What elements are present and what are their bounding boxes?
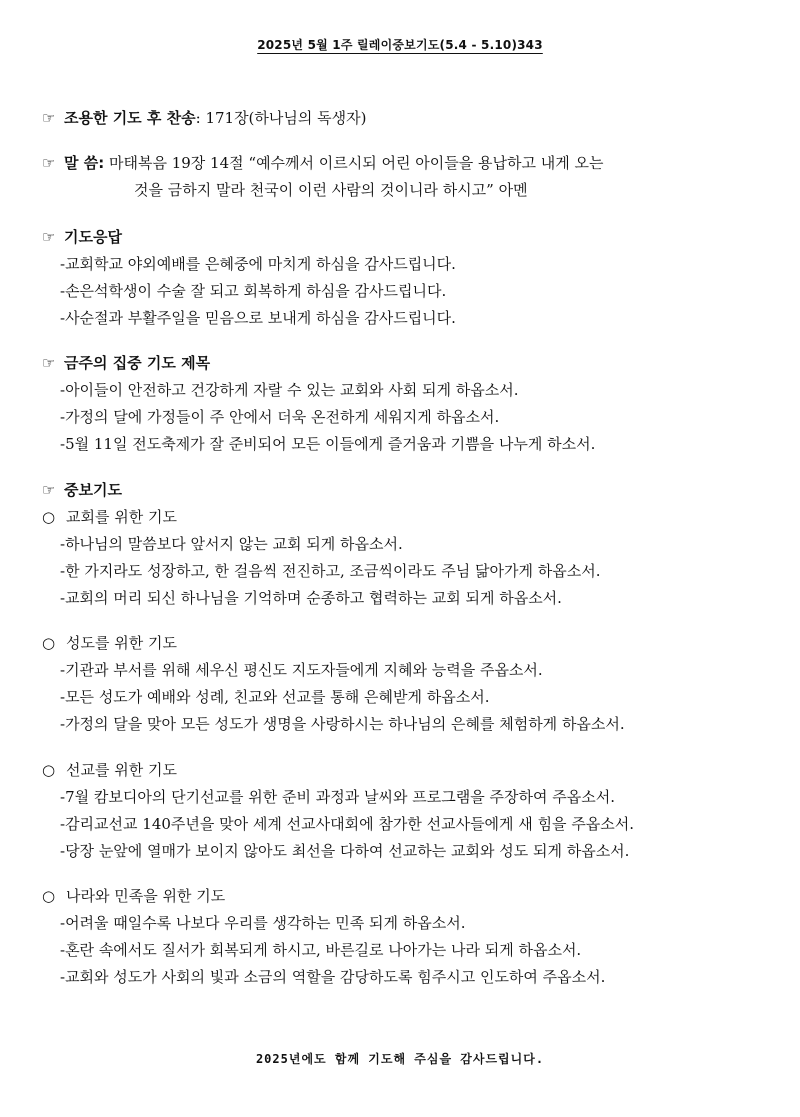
scripture-text-1: 마태복음 19장 14절 “예수께서 이르시되 어린 아이들을 용납하고 내게 오는 xyxy=(108,154,604,172)
focus-item: -가정의 달에 가정들이 주 안에서 더욱 온전하게 세워지게 하옵소서. xyxy=(60,408,500,426)
circle-bullet-icon: ○ xyxy=(42,508,56,526)
pointing-hand-icon: ☞ xyxy=(42,154,56,172)
section-item: -교회와 성도가 사회의 빛과 소금의 역할을 감당하도록 힘주시고 인도하여 주옵소서. xyxy=(60,968,606,986)
section-item: -7월 캄보디아의 단기선교를 위한 준비 과정과 날씨와 프로그램을 주장하여 주옵소서. xyxy=(60,788,615,806)
scripture-line-1 xyxy=(42,153,603,173)
section-item: -어려울 때일수록 나보다 우리를 생각하는 민족 되게 하옵소서. xyxy=(60,914,466,932)
answers-heading xyxy=(42,227,122,247)
hymn-text: 171장(하나님의 독생자) xyxy=(205,109,367,127)
section-nation-title xyxy=(42,886,225,906)
circle-bullet-icon: ○ xyxy=(42,761,56,779)
answer-item: -손은석학생이 수술 잘 되고 회복하게 하심을 감사드립니다. xyxy=(60,282,447,300)
focus-heading-text: 금주의 집중 기도 제목 xyxy=(64,354,211,372)
section-title-text: 나라와 민족을 위한 기도 xyxy=(66,887,226,905)
section-item: -하나님의 말씀보다 앞서지 않는 교회 되게 하옵소서. xyxy=(60,535,403,553)
section-mission-title xyxy=(42,760,177,780)
page-title: 2025년 5월 1주 릴레이중보기도(5.4 - 5.10)343 xyxy=(257,38,543,52)
section-item: -감리교선교 140주년을 맞아 세계 선교사대회에 참가한 선교사들에게 새 힘을 주옵소서. xyxy=(60,815,635,833)
hymn-line xyxy=(42,108,366,128)
focus-heading xyxy=(42,353,210,373)
section-title-text: 성도를 위한 기도 xyxy=(66,634,177,652)
circle-bullet-icon: ○ xyxy=(42,887,56,905)
section-item: -모든 성도가 예배와 성례, 친교와 선교를 통해 은혜받게 하옵소서. xyxy=(60,688,490,706)
pointing-hand-icon: ☞ xyxy=(42,354,56,372)
section-item: -교회의 머리 되신 하나님을 기억하며 순종하고 협력하는 교회 되게 하옵소서. xyxy=(60,589,562,607)
section-item: -가정의 달을 맞아 모든 성도가 생명을 사랑하시는 하나님의 은혜를 체험하게 하옵소서. xyxy=(60,715,625,733)
scripture-line-2: 것을 금하지 말라 천국이 이런 사람의 것이니라 하시고” 아멘 xyxy=(134,181,528,199)
intercession-heading xyxy=(42,480,122,500)
hymn-colon: : xyxy=(195,109,201,127)
focus-item: -5월 11일 전도축제가 잘 준비되어 모든 이들에게 즐거움과 기쁨을 나누게 하소서. xyxy=(60,435,596,453)
scripture-label: 말 씀: xyxy=(64,154,105,172)
section-item: -혼란 속에서도 질서가 회복되게 하시고, 바른길로 나아가는 나라 되게 하옵소서. xyxy=(60,941,582,959)
intercession-heading-text: 중보기도 xyxy=(64,481,122,499)
pointing-hand-icon: ☞ xyxy=(42,109,56,127)
circle-bullet-icon: ○ xyxy=(42,634,56,652)
hymn-label: 조용한 기도 후 찬송 xyxy=(64,109,196,127)
pointing-hand-icon: ☞ xyxy=(42,481,56,499)
focus-item: -아이들이 안전하고 건강하게 자랄 수 있는 교회와 사회 되게 하옵소서. xyxy=(60,381,519,399)
section-title-text: 교회를 위한 기도 xyxy=(66,508,177,526)
section-item: -기관과 부서를 위해 세우신 평신도 지도자들에게 지혜와 능력을 주옵소서. xyxy=(60,661,543,679)
section-saints-title xyxy=(42,633,177,653)
answer-item: -사순절과 부활주일을 믿음으로 보내게 하심을 감사드립니다. xyxy=(60,309,456,327)
closing-message: 2025년에도 함께 기도해 주심을 감사드립니다. xyxy=(255,1052,545,1066)
pointing-hand-icon: ☞ xyxy=(42,228,56,246)
answer-item: -교회학교 야외예배를 은혜중에 마치게 하심을 감사드립니다. xyxy=(60,255,456,273)
section-title-text: 선교를 위한 기도 xyxy=(66,761,177,779)
section-item: -당장 눈앞에 열매가 보이지 않아도 최선을 다하여 선교하는 교회와 성도 되게 하옵소서. xyxy=(60,842,630,860)
section-item: -한 가지라도 성장하고, 한 걸음씩 전진하고, 조금씩이라도 주님 닮아가게 하옵소서. xyxy=(60,562,601,580)
answers-heading-text: 기도응답 xyxy=(64,228,122,246)
section-church-title xyxy=(42,507,177,527)
